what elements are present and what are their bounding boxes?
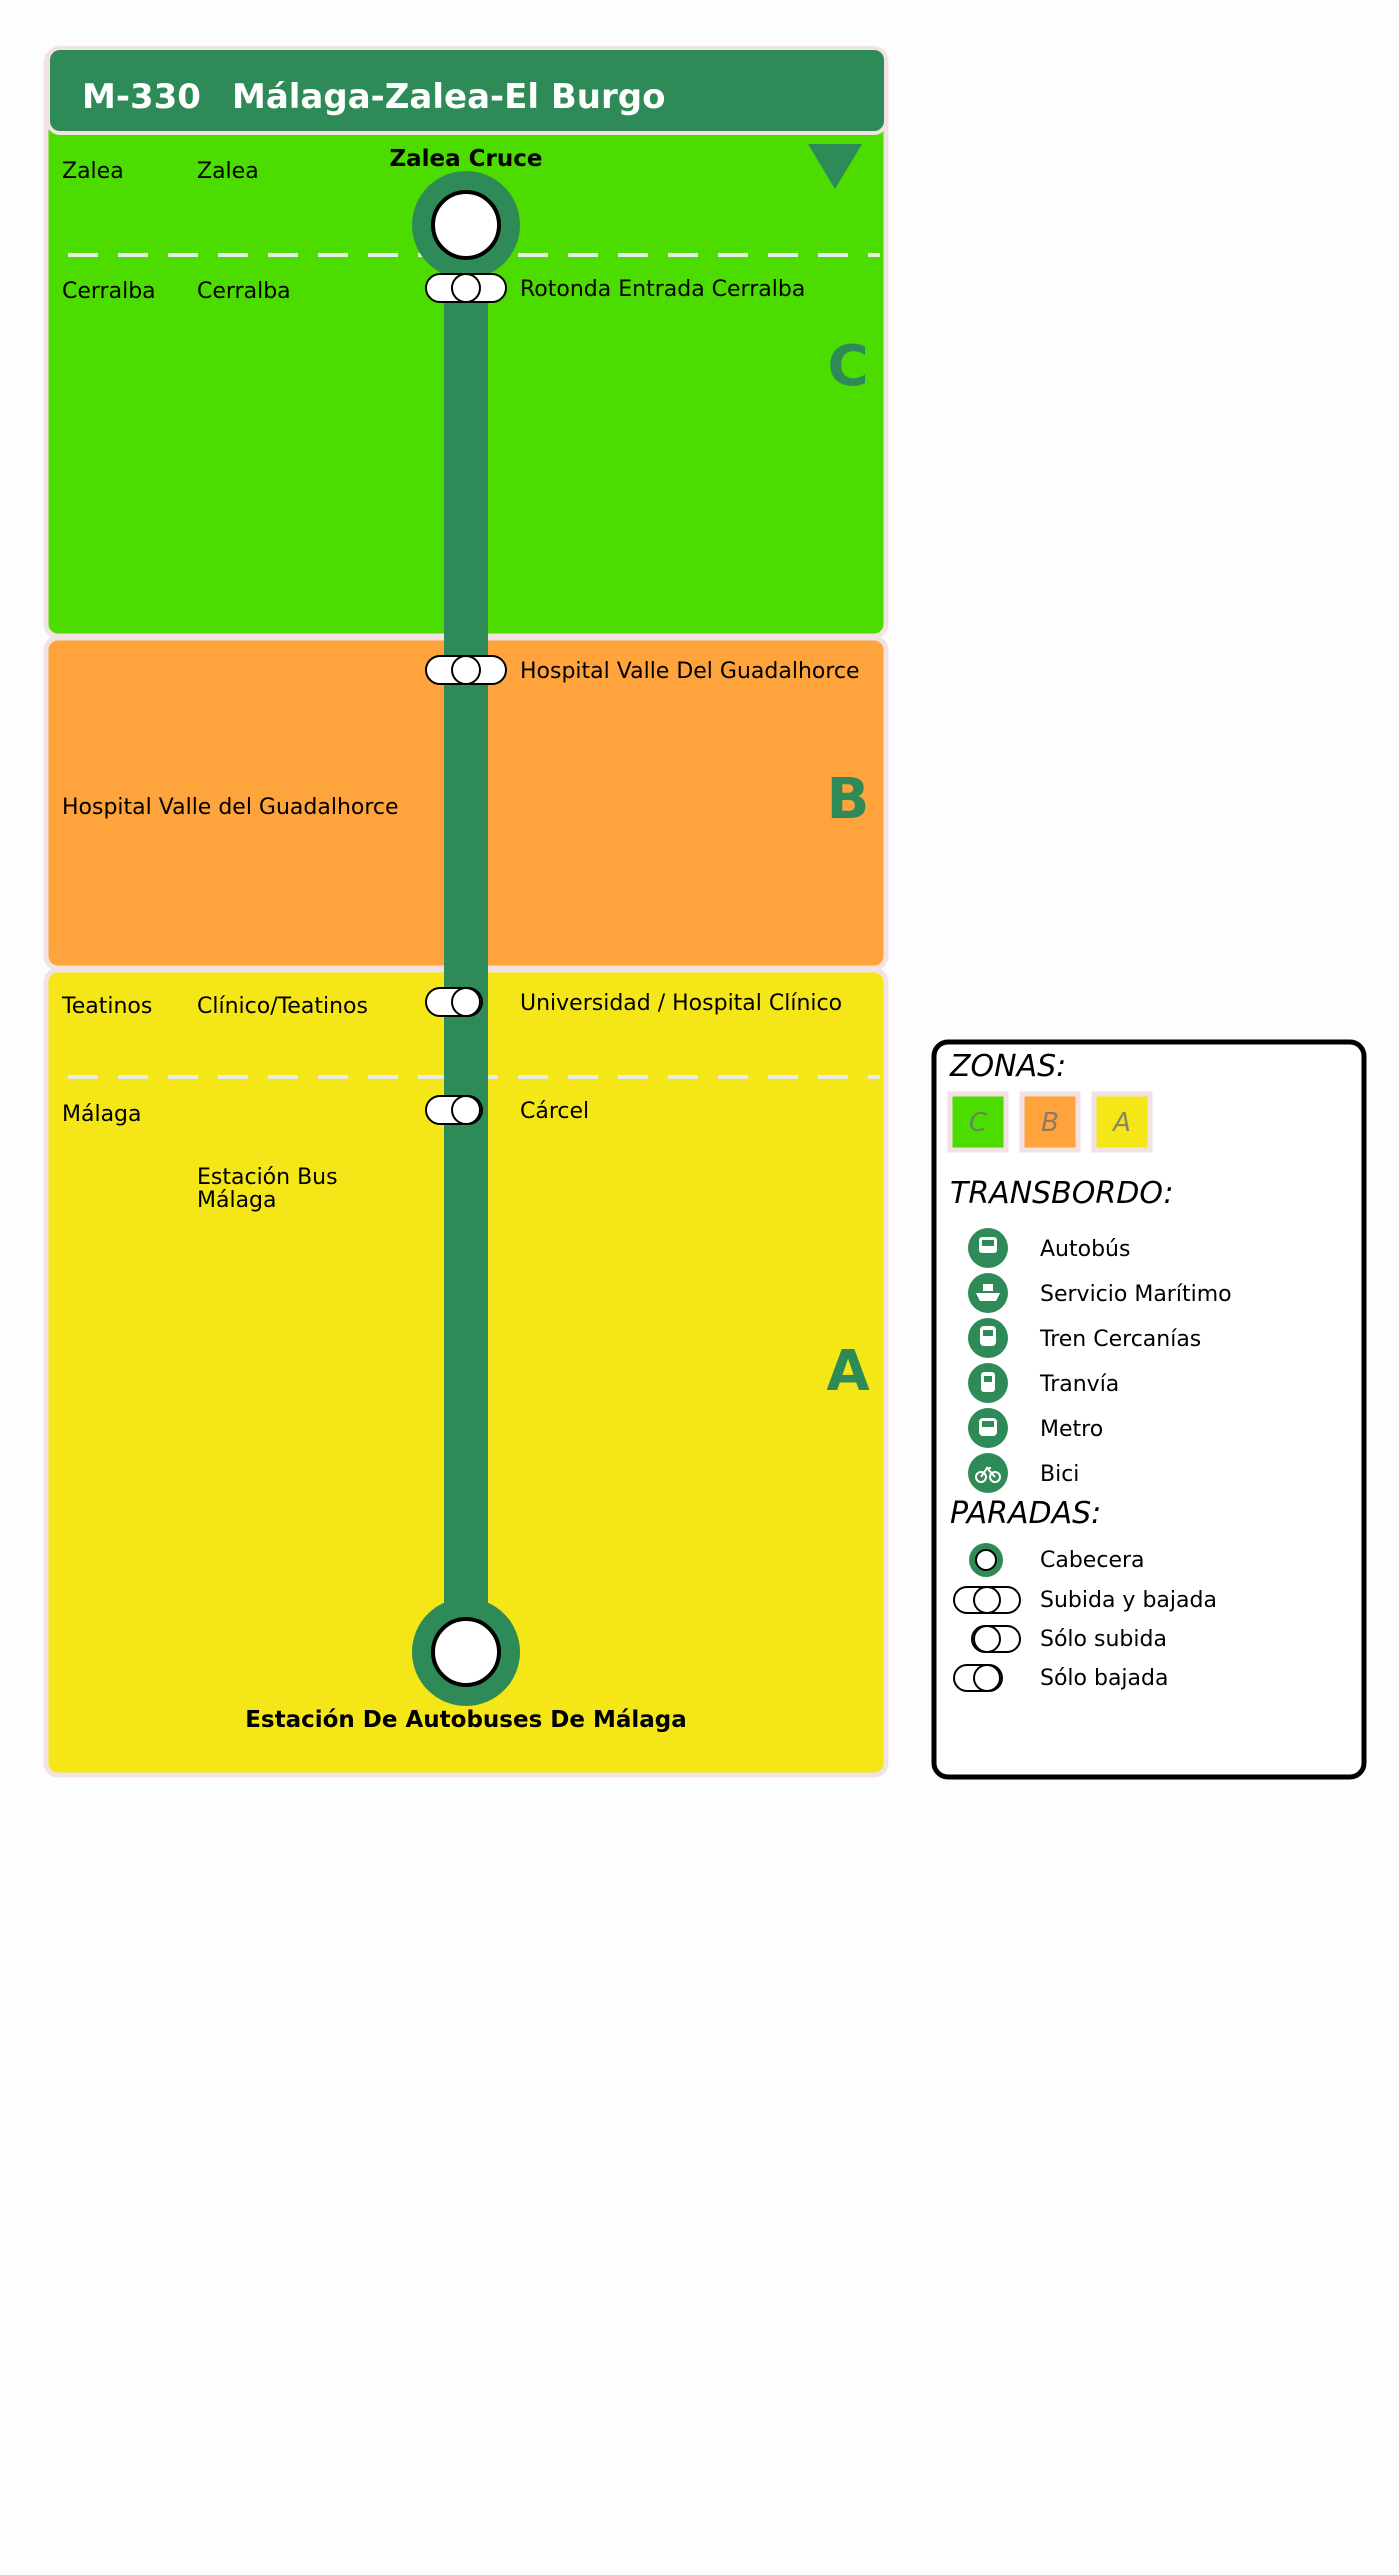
zone-a-letter: A <box>826 1339 870 1404</box>
route-code: M-330 <box>82 77 201 117</box>
stop-hospital-valle-del-guadalhorce[interactable] <box>426 656 860 684</box>
stop-marker-center <box>452 988 480 1016</box>
area-label-hospital-valle: Hospital Valle del Guadalhorce <box>62 795 399 820</box>
stop-rotonda-entrada-cerralba[interactable] <box>426 274 805 302</box>
municipality-label: Málaga <box>62 1102 142 1127</box>
stop-marker-center <box>974 1626 1000 1652</box>
nucleus-label: Estación Bus <box>197 1165 338 1190</box>
legend-item-label: Sólo subida <box>1040 1627 1167 1652</box>
route-name: Málaga-Zalea-El Burgo <box>232 77 666 117</box>
municipality-label: Teatinos <box>62 994 153 1019</box>
legend-item-label: Subida y bajada <box>1040 1588 1217 1613</box>
legend <box>934 1042 1364 1777</box>
route-header <box>48 48 886 133</box>
ferry-icon-hull <box>976 1293 1000 1301</box>
stop-marker-center <box>452 1096 480 1124</box>
stop-name: Zalea Cruce <box>389 146 543 172</box>
nucleus-label: Clínico/Teatinos <box>197 994 368 1019</box>
legend-item-label: Tranvía <box>1040 1372 1120 1397</box>
legend-item-label: Autobús <box>1040 1237 1131 1262</box>
stop-marker-center <box>974 1665 1000 1691</box>
legend-item-solo-subida <box>972 1626 1167 1652</box>
zone-b-letter: B <box>826 767 870 832</box>
legend-zone-swatch-a <box>1094 1094 1150 1150</box>
bus-icon-window <box>982 1240 994 1246</box>
municipality-label: Zalea <box>62 159 124 184</box>
zone-c-letter: C <box>827 334 869 399</box>
legend-item-label: Metro <box>1040 1417 1104 1442</box>
metro-icon-window <box>982 1421 994 1427</box>
legend-zone-swatch-b <box>1022 1094 1078 1150</box>
stop-name: Rotonda Entrada Cerralba <box>520 277 806 302</box>
route-line <box>444 225 488 1645</box>
municipality-label: Cerralba <box>62 279 156 304</box>
zone-swatch-letter: B <box>1041 1108 1059 1138</box>
legend-item-label: Bici <box>1040 1462 1080 1487</box>
stop-name: Estación De Autobuses De Málaga <box>245 1707 687 1733</box>
legend-item-label: Sólo bajada <box>1040 1666 1169 1691</box>
legend-paradas-title: PARADAS: <box>950 1496 1102 1531</box>
nucleus-label: Málaga <box>197 1188 277 1213</box>
zone-swatch-letter: C <box>968 1108 988 1138</box>
nucleus-label: Cerralba <box>197 279 291 304</box>
zone-swatch-letter: A <box>1113 1108 1131 1138</box>
nucleus-label: Zalea <box>197 159 259 184</box>
stop-name: Universidad / Hospital Clínico <box>520 991 843 1016</box>
cabecera-stop-inner <box>433 1619 499 1685</box>
legend-zonas-title: ZONAS: <box>950 1049 1067 1084</box>
legend-transbordo-title: TRANSBORDO: <box>950 1176 1174 1211</box>
ferry-icon-cabin <box>983 1284 993 1291</box>
cabecera-stop-inner <box>976 1550 996 1570</box>
tram-icon-window <box>984 1376 992 1382</box>
train-icon-window <box>983 1330 993 1336</box>
legend-item-cabecera <box>969 1543 1145 1577</box>
legend-item-label: Tren Cercanías <box>1040 1327 1202 1352</box>
legend-item-label: Servicio Marítimo <box>1040 1282 1232 1307</box>
bike-icon <box>968 1453 1008 1493</box>
legend-item-solo-bajada <box>954 1665 1168 1691</box>
stop-marker-center <box>974 1587 1000 1613</box>
legend-item-subida-bajada <box>954 1587 1217 1613</box>
stop-marker-center <box>452 656 480 684</box>
legend-zone-swatch-c <box>950 1094 1006 1150</box>
stop-name: Cárcel <box>520 1099 590 1124</box>
stop-name: Hospital Valle Del Guadalhorce <box>520 659 860 684</box>
stop-marker-center <box>452 274 480 302</box>
legend-item-label: Cabecera <box>1040 1548 1145 1573</box>
cabecera-stop-inner <box>433 192 499 258</box>
